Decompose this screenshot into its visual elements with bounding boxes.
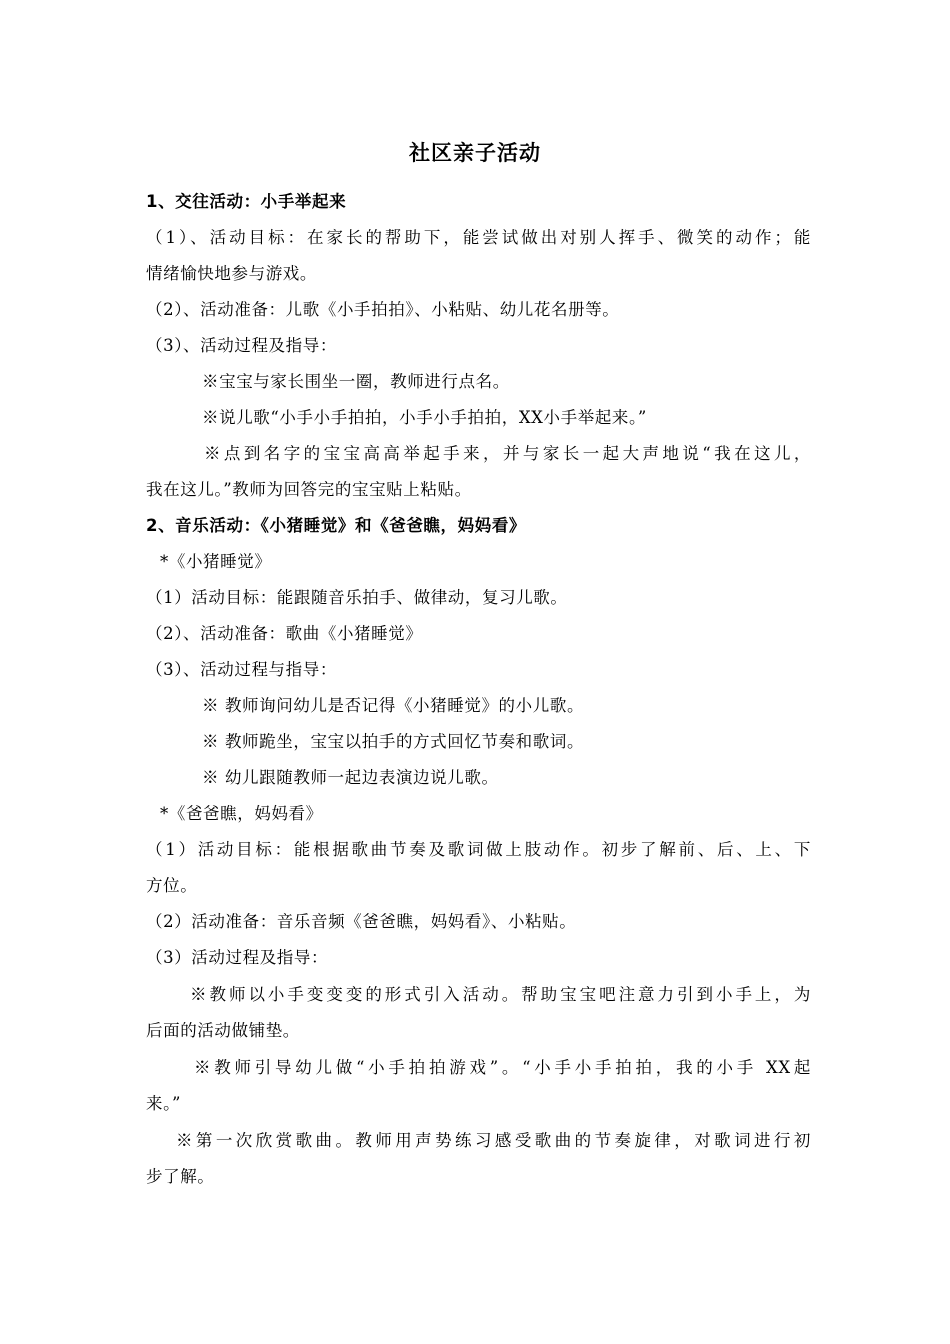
sub1-prep: （2）、活动准备：歌曲《小猪睡觉》 xyxy=(146,624,423,643)
sub2-goal-line1: （1）活动目标：能根据歌曲节奏及歌词做上肢动作。初步了解前、后、上、下 xyxy=(146,840,811,859)
sub2-process: （3）活动过程及指导： xyxy=(146,948,329,967)
sub1-process: （3）、活动过程与指导： xyxy=(146,660,337,679)
section1-heading: 1、交往活动：小手举起来 xyxy=(146,192,347,211)
sub1-step2: ※ 教师跪坐，宝宝以拍手的方式回忆节奏和歌词。 xyxy=(202,732,585,751)
section1-step3-line1: ※点到名字的宝宝高高举起手来，并与家长一起大声地说“我在这儿， xyxy=(204,444,811,463)
sub2-goal-line2: 方位。 xyxy=(146,876,198,895)
sub2-step2-line1: ※教师引导幼儿做“小手拍拍游戏”。“小手小手拍拍，我的小手 XX起 xyxy=(194,1058,811,1077)
page-title: 社区亲子活动 xyxy=(409,141,541,165)
section1-step2: ※说儿歌“小手小手拍拍，小手小手拍拍，XX小手举起来。” xyxy=(202,408,647,427)
section2-heading: 2、音乐活动：《小猪睡觉》和《爸爸瞧，妈妈看》 xyxy=(146,516,527,535)
sub2-step2-line2: 来。” xyxy=(146,1094,181,1113)
section1-prep: （2）、活动准备：儿歌《小手拍拍》、小粘贴、幼儿花名册等。 xyxy=(146,300,620,319)
sub2-step1-line1: ※教师以小手变变变的形式引入活动。帮助宝宝吧注意力引到小手上，为 xyxy=(190,985,811,1004)
section1-process: （3）、活动过程及指导： xyxy=(146,336,337,355)
sub2-step1-line2: 后面的活动做铺垫。 xyxy=(146,1021,300,1040)
section1-step3-line2: 我在这儿。”教师为回答完的宝宝贴上粘贴。 xyxy=(146,480,472,499)
sub1-step3: ※ 幼儿跟随教师一起边表演边说儿歌。 xyxy=(202,768,499,787)
section1-step1: ※宝宝与家长围坐一圈，教师进行点名。 xyxy=(202,372,510,391)
section1-goal-line1: （1）、活动目标：在家长的帮助下，能尝试做出对别人挥手、微笑的动作；能 xyxy=(146,228,811,247)
sub2-prep: （2）活动准备：音乐音频《爸爸瞧，妈妈看》、小粘贴。 xyxy=(146,912,577,931)
section1-goal-line2: 情绪愉快地参与游戏。 xyxy=(146,264,317,283)
sub2-step3-line2: 步了解。 xyxy=(146,1167,215,1186)
sub2-title: *《爸爸瞧，妈妈看》 xyxy=(160,804,323,823)
sub1-title: *《小猪睡觉》 xyxy=(160,552,272,571)
sub1-step1: ※ 教师询问幼儿是否记得《小猪睡觉》的小儿歌。 xyxy=(202,696,585,715)
sub1-goal: （1）活动目标：能跟随音乐拍手、做律动，复习儿歌。 xyxy=(146,588,568,607)
sub2-step3-line1: ※第一次欣赏歌曲。教师用声势练习感受歌曲的节奏旋律，对歌词进行初 xyxy=(176,1131,811,1150)
